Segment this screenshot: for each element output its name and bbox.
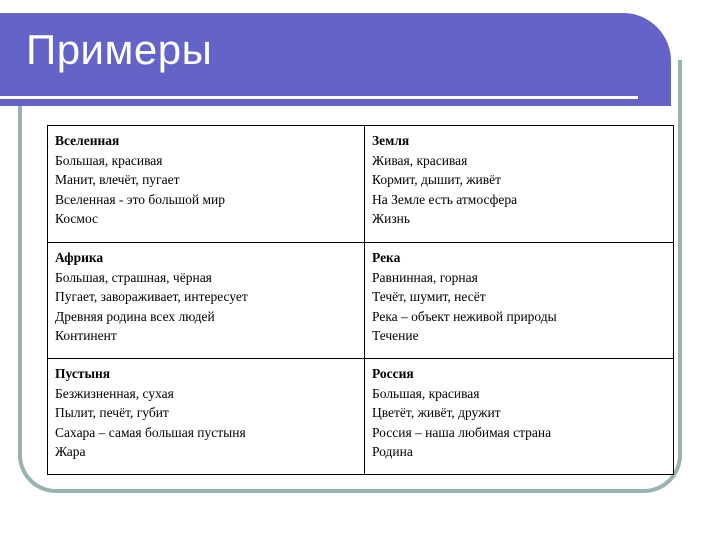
cell-line: Большая, красивая bbox=[372, 385, 480, 401]
table-cell bbox=[48, 126, 365, 243]
title-underline bbox=[0, 96, 638, 99]
cell-line: Река – объект неживой природы bbox=[372, 308, 557, 324]
cell-title: Вселенная bbox=[55, 133, 120, 148]
cell-title: Река bbox=[372, 250, 401, 265]
cell-title: Земля bbox=[372, 133, 410, 148]
cell-line: На Земле есть атмосфера bbox=[372, 191, 518, 207]
table-cell bbox=[365, 359, 674, 475]
cell-title: Пустыня bbox=[55, 366, 111, 381]
cell-title: Африка bbox=[55, 250, 104, 265]
table-row bbox=[48, 243, 674, 359]
table-cell bbox=[365, 243, 674, 359]
cell-line: Пылит, печёт, губит bbox=[55, 405, 169, 420]
table-cell bbox=[48, 359, 365, 475]
cell-line: Древняя родина всех людей bbox=[55, 308, 215, 324]
cell-line: Жара bbox=[55, 444, 86, 459]
cell-line: Континент bbox=[55, 328, 117, 343]
examples-table bbox=[47, 125, 674, 475]
cell-line: Течёт, шумит, несёт bbox=[372, 289, 486, 304]
cell-line: Течение bbox=[372, 328, 419, 343]
table-cell bbox=[48, 243, 365, 359]
cell-line: Россия – наша любимая страна bbox=[372, 424, 552, 440]
table-cell bbox=[365, 126, 674, 243]
slide-title: Примеры bbox=[26, 26, 213, 73]
cell-line: Манит, влечёт, пугает bbox=[55, 172, 180, 187]
cell-line: Пугает, завораживает, интересует bbox=[55, 289, 248, 304]
cell-line: Жизнь bbox=[372, 211, 411, 226]
cell-line: Большая, красивая bbox=[55, 152, 163, 168]
cell-line: Большая, страшная, чёрная bbox=[55, 269, 212, 285]
table-row bbox=[48, 359, 674, 475]
table-row bbox=[48, 126, 674, 243]
cell-line: Живая, красивая bbox=[372, 152, 468, 168]
cell-line: Сахара – самая большая пустыня bbox=[55, 424, 246, 440]
cell-line: Вселенная - это большой мир bbox=[55, 191, 226, 207]
cell-line: Безжизненная, сухая bbox=[55, 385, 174, 401]
cell-line: Равнинная, горная bbox=[372, 269, 478, 285]
cell-line: Кормит, дышит, живёт bbox=[372, 172, 502, 187]
cell-line: Цветёт, живёт, дружит bbox=[372, 405, 501, 420]
cell-title: Россия bbox=[372, 366, 414, 381]
cell-line: Родина bbox=[372, 444, 413, 459]
cell-line: Космос bbox=[55, 211, 99, 226]
slide-frame-edge bbox=[678, 60, 682, 460]
